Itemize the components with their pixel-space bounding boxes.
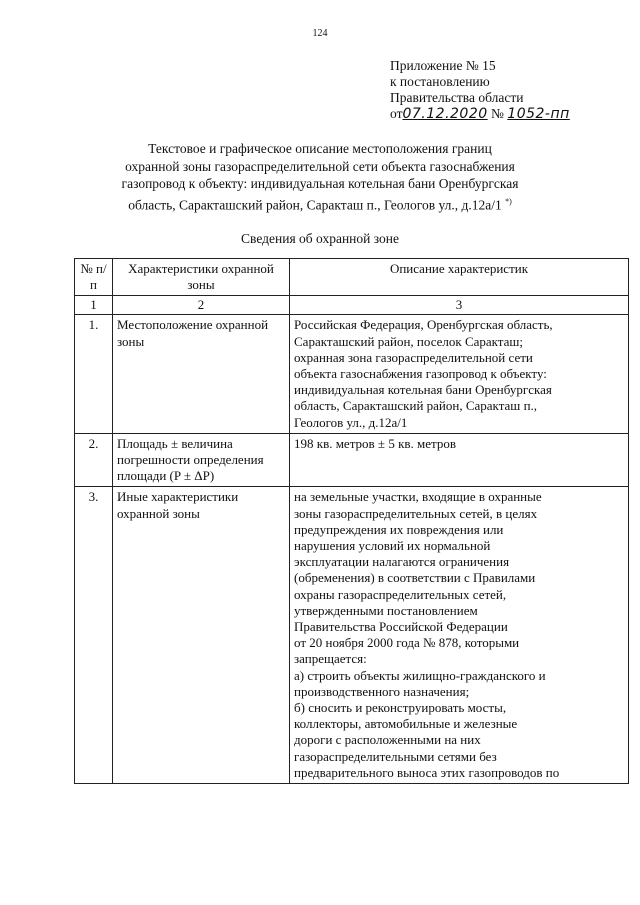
description-line: утвержденными постановлением xyxy=(294,602,478,618)
description-line: коллекторы, автомобильные и железные xyxy=(294,716,518,732)
row-characteristic: Площадь ± величина погрешности определения площади (P ± ΔP) xyxy=(113,433,290,487)
col-number-3: 3 xyxy=(290,296,629,315)
title-line-4 xyxy=(80,193,560,214)
appendix-line-1: Приложение № 15 xyxy=(390,58,496,73)
description-line: объекта газоснабжения газопровод к объекту: xyxy=(294,366,547,382)
description-line: газораспределительными сетями без xyxy=(294,748,497,764)
description-line: запрещается: xyxy=(294,651,367,667)
description-line: Правительства Российской Федерации xyxy=(294,619,508,635)
appendix-line-3: Правительства области xyxy=(390,90,524,105)
description-line: зоны газораспределительных сетей, в целях xyxy=(294,505,538,521)
date-prefix: от xyxy=(390,106,403,121)
table-row xyxy=(75,433,629,487)
description-line: эксплуатации налагаются ограничения xyxy=(294,554,510,570)
description-line: нарушения условий их нормальной xyxy=(294,538,491,554)
appendix-date-line xyxy=(390,106,570,122)
header-characteristics: Характеристики охранной зоны xyxy=(113,259,290,296)
description-line: а) строить объекты жилищно-гражданского и xyxy=(294,667,546,683)
row-description xyxy=(290,433,629,487)
description-line: (обременения) в соответствии с Правилами xyxy=(294,570,536,586)
table-row xyxy=(75,487,629,784)
description-line: б) сносить и реконструировать мосты, xyxy=(294,700,507,716)
header-description: Описание характеристик xyxy=(290,259,629,296)
description-line: охраны газораспределительных сетей, xyxy=(294,586,507,602)
description-line: Геологов ул., д.12а/1 xyxy=(294,414,408,430)
row-description xyxy=(290,487,629,784)
appendix-block xyxy=(390,58,570,122)
footnote-mark: *) xyxy=(505,196,512,206)
title-line-2: охранной зоны газораспределительной сети объекта газоснабжения xyxy=(125,158,515,174)
description-line: от 20 ноября 2000 года № 878, которыми xyxy=(294,635,520,651)
table-row xyxy=(75,315,629,433)
row-description xyxy=(290,315,629,433)
zone-info-table xyxy=(74,258,629,784)
description-line: производственного назначения; xyxy=(294,683,470,699)
description-line: область, Саракташский район, Саракташ п., xyxy=(294,398,538,414)
row-num: 3. xyxy=(75,487,113,784)
handwritten-date: 07.12.2020 xyxy=(402,106,488,122)
title-line-1: Текстовое и графическое описание местоположения границ xyxy=(148,141,492,156)
number-sign: № xyxy=(491,106,504,121)
table-header-row xyxy=(75,259,629,296)
description-line: предварительного выноса этих газопроводов по xyxy=(294,764,560,780)
description-line: охранная зона газораспределительной сети xyxy=(294,349,533,365)
description-line: 198 кв. метров ± 5 кв. метров xyxy=(294,435,456,451)
row-num: 2. xyxy=(75,433,113,487)
column-number-row xyxy=(75,296,629,315)
page-number: 124 xyxy=(312,28,328,39)
row-characteristic: Местоположение охранной зоны xyxy=(113,315,290,433)
col-number-1: 1 xyxy=(75,296,113,315)
description-line: дороги с расположенными на них xyxy=(294,732,481,748)
description-line: Российская Федерация, Оренбургская область, xyxy=(294,317,553,333)
description-line: на земельные участки, входящие в охранные xyxy=(294,489,542,505)
header-num: № п/п xyxy=(75,259,113,296)
appendix-line-2: к постановлению xyxy=(390,74,490,89)
title-line-3: газопровод к объекту: индивидуальная котельная бани Оренбургская xyxy=(121,176,519,191)
description-line: Саракташский район, поселок Саракташ; xyxy=(294,333,524,349)
section-subtitle: Сведения об охранной зоне xyxy=(241,231,399,246)
handwritten-number: 1052-пп xyxy=(507,106,570,122)
document-title xyxy=(80,140,560,214)
row-characteristic: Иные характеристики охранной зоны xyxy=(113,487,290,784)
description-line: предупреждения их повреждения или xyxy=(294,521,504,537)
description-line: индивидуальная котельная бани Оренбургская xyxy=(294,382,552,398)
row-num: 1. xyxy=(75,315,113,433)
col-number-2: 2 xyxy=(113,296,290,315)
title-line-4-text: область, Саракташский район, Саракташ п., Геологов ул., д.12а/1 xyxy=(128,197,502,212)
